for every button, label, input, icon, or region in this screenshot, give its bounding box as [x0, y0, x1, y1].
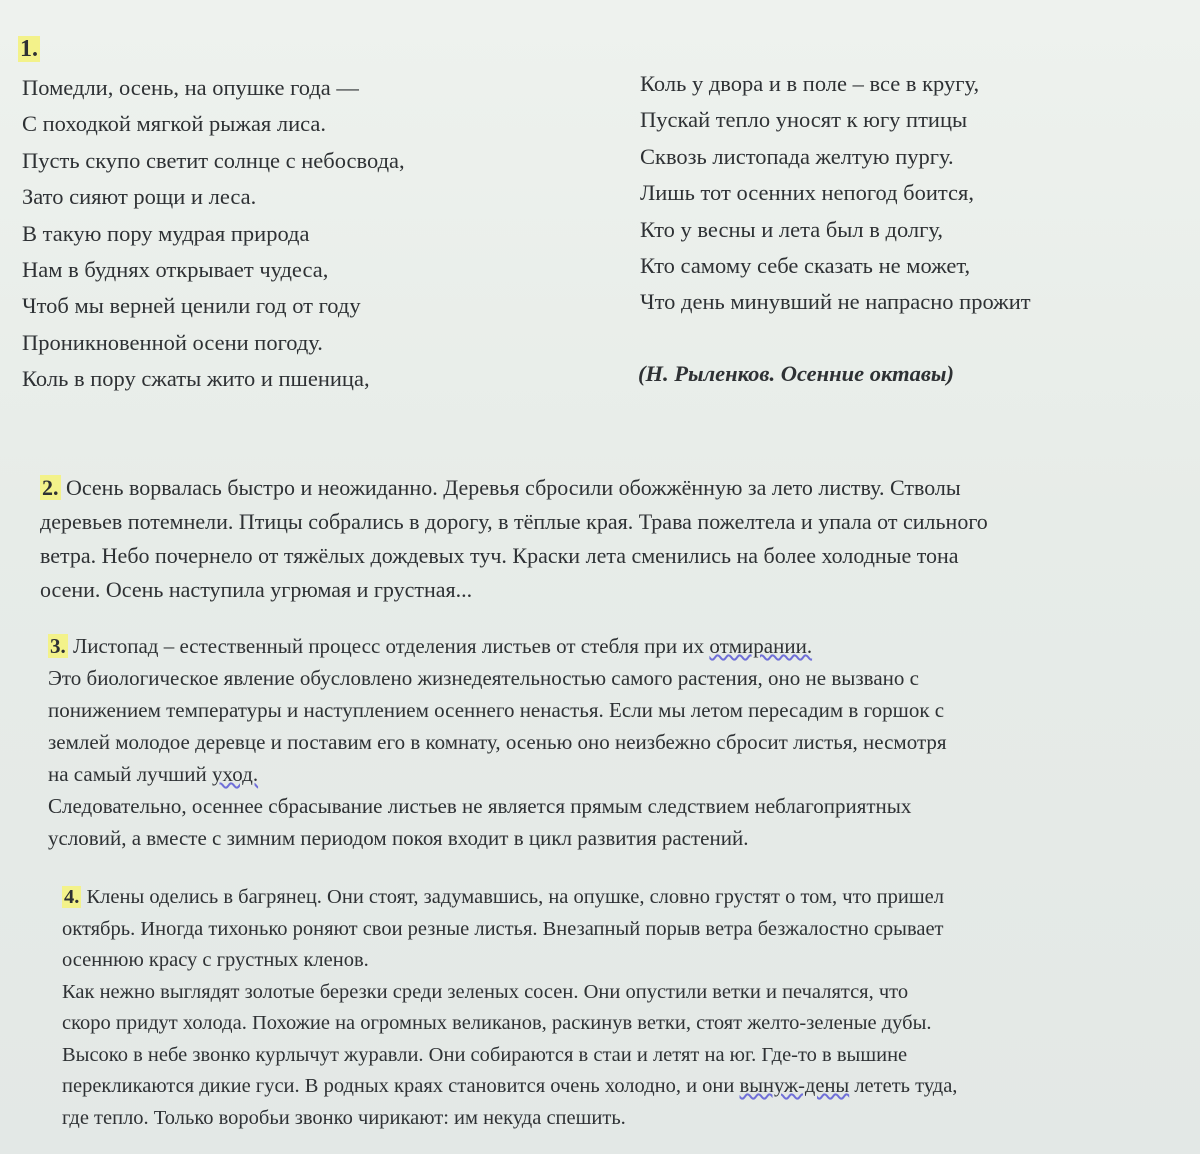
poem-line: С походкой мягкой рыжая лиса.	[22, 111, 327, 137]
paragraph-line: Это биологическое явление обусловлено жизнедеятельностью самого растения, оно не вызвано с	[48, 666, 919, 690]
section-2	[40, 471, 988, 607]
section-3-number: 3.	[50, 634, 66, 658]
poem-line: Пускай тепло уносят к югу птицы	[640, 107, 968, 133]
paragraph-line: скоро придут холода. Похожие на огромных великанов, раскинув ветки, стоят желто-зеленые дубы.	[62, 1012, 932, 1034]
paragraph-line: перекликаются дикие гуси. В родных краях становится очень холодно, и они	[62, 1075, 740, 1097]
paragraph-line: где тепло. Только воробьи звонко чирикают: им некуда спешить.	[62, 1106, 626, 1129]
paragraph-line: понижением температуры и наступлением осеннего ненастья. Если мы летом пересадим в горшок с	[48, 698, 945, 722]
poem-line: Коль в пору сжаты жито и пшеница,	[22, 366, 370, 392]
poem-line: В такую пору мудрая природа	[22, 220, 310, 246]
poem-line: Проникновенной осени погоду.	[22, 329, 323, 355]
poem-line: Помедли, осень, на опушке года —	[22, 75, 359, 100]
section-2-number: 2.	[42, 475, 59, 500]
paragraph-line: осени. Осень наступила угрюмая и грустная...	[40, 577, 473, 602]
poem-line: Чтоб мы верней ценили год от году	[22, 293, 361, 319]
paragraph-line: Как нежно выглядят золотые березки среди зеленых сосен. Они опустили ветки и печалятся, что	[62, 980, 909, 1003]
section-4-number: 4.	[64, 886, 80, 908]
poem-attribution: (Н. Рыленков. Осенние октавы)	[638, 361, 955, 386]
paragraph-line: Листопад – естественный процесс отделения листьев от стебля при их	[73, 634, 710, 658]
paragraph-line: землей молодое деревце и поставим его в комнату, осенью оно неизбежно сбросит листья, несмотря	[48, 730, 947, 754]
poem-left-column	[22, 70, 405, 398]
paragraph-line: Высоко в небе звонко курлычут журавли. Они собираются в стаи и летят на юг. Где-то в вышине	[62, 1043, 908, 1066]
paragraph-line: лететь туда,	[849, 1075, 958, 1097]
paragraph-line: Следовательно, осеннее сбрасывание листьев не является прямым следствием неблагоприятных	[48, 794, 912, 818]
poem-line: Сквозь листопада желтую пургу.	[640, 143, 954, 169]
poem-line: Кто самому себе сказать не может,	[640, 253, 971, 279]
spellcheck-marked-word: уход.	[212, 762, 259, 786]
section-1-number: 1.	[20, 36, 38, 62]
spellcheck-marked-word: отмирании.	[709, 634, 813, 658]
poem-line: Лишь тот осенних непогод боится,	[640, 180, 974, 206]
paragraph-line: условий, а вместе с зимним периодом покоя входит в цикл развития растений.	[48, 826, 749, 850]
paragraph-line: Клены оделись в багрянец. Они стоят, задумавшись, на опушке, словно грустят о том, что пришел	[86, 886, 944, 908]
section-3	[48, 630, 947, 854]
poem-right-column	[640, 66, 1031, 321]
spellcheck-marked-word: вынуж-дены	[739, 1075, 850, 1097]
paragraph-line: ветра. Небо почернело от тяжёлых дождевых туч. Краски лета сменились на более холодные тона	[40, 543, 959, 568]
poem-line: Нам в буднях открывает чудеса,	[22, 257, 329, 283]
paragraph-line: осеннюю красу с грустных кленов.	[62, 949, 369, 971]
poem-line: Что день минувший не напрасно прожит	[640, 289, 1031, 315]
poem-line: Пусть скупо светит солнце с небосвода,	[22, 147, 405, 173]
poem-line: Зато сияют рощи и леса.	[22, 184, 257, 210]
poem-line: Кто у весны и лета был в долгу,	[640, 216, 943, 242]
paragraph-line: октябрь. Иногда тихонько роняют свои резные листья. Внезапный порыв ветра безжалостно срывает	[62, 917, 944, 940]
section-4	[62, 882, 957, 1134]
paragraph-line: на самый лучший	[48, 762, 213, 786]
paragraph-line: деревьев потемнели. Птицы собрались в дорогу, в тёплые края. Трава пожелтела и упала от сильного	[40, 509, 988, 534]
paragraph-line: Осень ворвалась быстро и неожиданно. Деревья сбросили обожжённую за лето листву. Стволы	[66, 475, 961, 500]
poem-line: Коль у двора и в поле – все в кругу,	[640, 71, 980, 96]
